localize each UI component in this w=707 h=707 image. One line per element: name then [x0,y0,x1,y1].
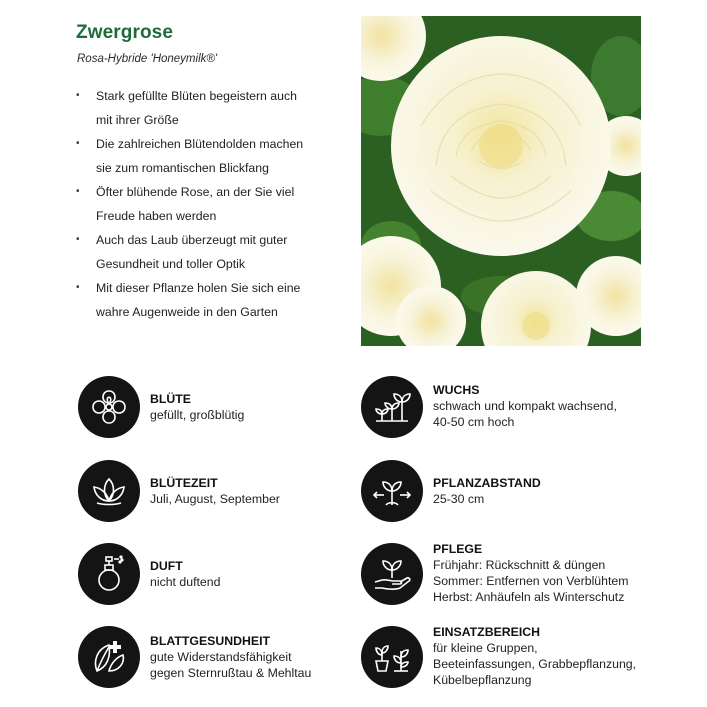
attr-einsatzbereich [361,626,661,690]
attr-label: PFLANZABSTAND [433,476,541,490]
attr-label: WUCHS [433,383,480,397]
feature-line: wahre Augenweide in den Garten [96,305,278,319]
product-subtitle: Rosa-Hybride 'Honeymilk®' [77,53,218,65]
attr-value: Sommer: Entfernen von Verblühtem [433,574,629,588]
lotus-blossom-icon [78,460,140,522]
feature-list [72,84,347,324]
attr-value: für kleine Gruppen, [433,641,538,655]
attr-value: Herbst: Anhäufeln als Winterschutz [433,590,625,604]
attr-blattgesundheit [78,626,378,690]
perfume-bottle-icon [78,543,140,605]
product-title: Zwergrose [76,22,173,43]
feature-item [72,180,347,228]
feature-line: sie zum romantischen Blickfang [96,161,269,175]
feature-line: Stark gefüllte Blüten begeistern auch [96,89,297,103]
bullet: • [76,186,80,197]
bullet: • [76,90,80,101]
attr-label: EINSATZBEREICH [433,625,541,639]
feature-line: Mit dieser Pflanze holen Sie sich eine [96,281,301,295]
feature-line: Öfter blühende Rose, an der Sie viel [96,185,295,199]
bullet: • [76,138,80,149]
bullet: • [76,234,80,245]
attr-value: Kübelbepflanzung [433,673,532,687]
potted-plants-icon [361,626,423,688]
feature-line: mit ihrer Größe [96,113,179,127]
attr-value: Juli, August, September [150,492,280,506]
growth-seedlings-icon [361,376,423,438]
rose-photo [361,16,641,346]
attr-label: DUFT [150,559,183,573]
attr-value: Frühjahr: Rückschnitt & düngen [433,558,606,572]
attr-value: Beeteinfassungen, Grabbepflanzung, [433,657,637,671]
feature-line: Die zahlreichen Blütendolden machen [96,137,304,151]
attr-value: gefüllt, großblütig [150,408,245,422]
bullet: • [76,282,80,293]
feature-item [72,84,347,132]
attr-pflanzabstand [361,460,661,524]
feature-line: Gesundheit und toller Optik [96,257,246,271]
attr-duft [78,543,378,607]
plant-spacing-icon [361,460,423,522]
attr-value: 25-30 cm [433,492,485,506]
attr-wuchs [361,376,661,440]
attr-value: nicht duftend [150,575,221,589]
feature-line: Auch das Laub überzeugt mit guter [96,233,288,247]
attr-value: gegen Sternrußtau & Mehltau [150,666,312,680]
feature-item [72,132,347,180]
feature-line: Freude haben werden [96,209,217,223]
attr-label: PFLEGE [433,542,483,556]
attr-value: 40-50 cm hoch [433,415,515,429]
attr-label: BLATTGESUNDHEIT [150,634,271,648]
flower-icon [78,376,140,438]
feature-item [72,228,347,276]
hand-plant-care-icon [361,543,423,605]
attr-pflege [361,543,661,607]
attr-label: BLÜTE [150,392,191,406]
rose-illustration [361,16,641,346]
attr-value: schwach und kompakt wachsend, [433,399,617,413]
feature-item [72,276,347,324]
attr-value: gute Widerstandsfähigkeit [150,650,292,664]
attr-bluete [78,376,378,440]
attr-label: BLÜTEZEIT [150,476,218,490]
leaf-health-cross-icon [78,626,140,688]
attr-bluetezeit [78,460,378,524]
